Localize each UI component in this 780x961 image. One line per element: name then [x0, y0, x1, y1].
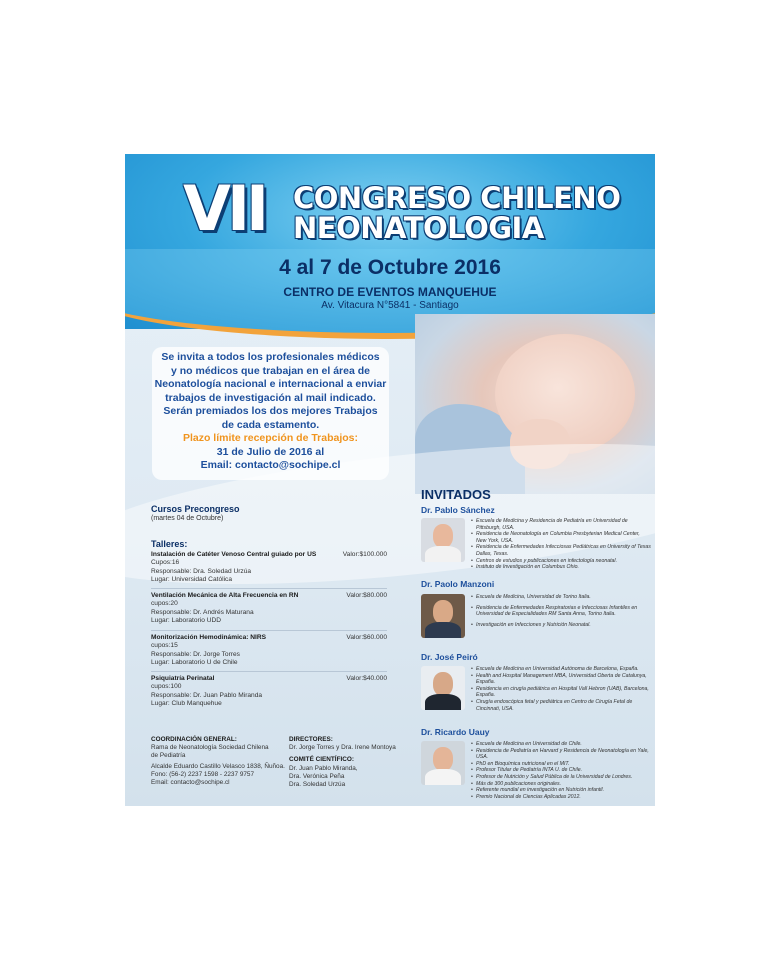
guest-bullets	[471, 666, 651, 712]
face-shape	[433, 747, 453, 771]
invite-line: Neonatología nacional e internacional a enviar	[154, 378, 387, 390]
bullet-item: • Referente mundial en investigación en Nutrición infantil.	[471, 787, 651, 794]
comite-line: Dra. Soledad Urzúa	[289, 781, 346, 789]
workshop-responsable: Responsable: Dr. Jorge Torres	[151, 650, 240, 658]
workshop-cupos: cupos:20	[151, 600, 178, 608]
invite-line: y no médicos que trabajan en el área de	[171, 364, 370, 377]
cursos-title: Cursos Precongreso	[151, 504, 240, 514]
body-shape	[425, 769, 461, 785]
workshop-item	[151, 634, 387, 668]
workshop-price: Valor:$40.000	[346, 675, 387, 682]
bullet-item: • Profesor de Nutrición y Salud Pública de la Universidad de Londres.	[471, 774, 651, 781]
guest-name: Dr. José Peiró	[421, 652, 478, 662]
face-shape	[433, 600, 453, 624]
guest-name: Dr. Ricardo Uauy	[421, 727, 490, 737]
invite-email: Email: contacto@sochipe.cl	[200, 459, 341, 471]
bullet-item: • Centros de estudios y publicaciones en infectología neonatal.	[471, 558, 651, 565]
directores-block	[289, 736, 409, 789]
directores-line: Dr. Jorge Torres y Dra. Irene Montoya	[289, 744, 396, 752]
bullet-item: • Residencia de Enfermedades Respiratorias e Infecciosas Infantiles en Universidad de Especialidades RM Santa Anna, Torino Italia.	[471, 605, 651, 618]
workshop-responsable: Responsable: Dr. Andrés Maturana	[151, 608, 254, 616]
bullet-item: • Más de 300 publicaciones originales.	[471, 781, 651, 788]
workshop-lugar: Lugar: Universidad Católica	[151, 576, 232, 584]
guest-bullets	[471, 594, 651, 628]
body-shape	[425, 546, 461, 562]
bullet-item: • Instituto de Investigación en Columbus Ohio.	[471, 564, 651, 571]
coordinacion-line: Fono: (56-2) 2237 1598 - 2237 9757	[151, 770, 255, 778]
coordinacion-line: Email: contacto@sochipe.cl	[151, 779, 230, 787]
comite-line: Dr. Juan Pablo Miranda,	[289, 764, 358, 772]
bullet-item: • Residencia de Pediatría en Harvard y Residencia de Neonatología en Yale, USA.	[471, 748, 651, 761]
invitados-title: INVITADOS	[421, 487, 491, 502]
bullet-item: • Profesor Titular de Pediatría INTA U. de Chile.	[471, 767, 651, 774]
coordinacion-block	[151, 736, 291, 787]
workshop-item	[151, 675, 387, 709]
poster-title-line1: CONGRESO CHILENO	[293, 181, 621, 215]
coordinacion-line: Rama de Neonatología Sociedad Chilena	[151, 744, 269, 752]
face-shape	[433, 524, 453, 548]
bullet-item: • Residencia de Enfermedades Infecciosas Pediátricas en University of Texas Dallas, Texas.	[471, 544, 651, 557]
bullet-item: • Health and Hospital Management MBA, Universidad Oberta de Catalunya, España.	[471, 673, 651, 686]
congress-poster	[125, 154, 655, 806]
workshop-name: Ventilación Mecánica de Alta Frecuencia en RN	[151, 592, 299, 599]
workshop-divider	[151, 630, 387, 631]
workshop-divider	[151, 671, 387, 672]
event-venue: CENTRO DE EVENTOS MANQUEHUE	[283, 285, 497, 299]
workshop-item	[151, 551, 387, 585]
coordinacion-line: de Pediatría	[151, 752, 186, 760]
roman-numeral: VII	[183, 172, 266, 245]
guest-bullets	[471, 518, 651, 571]
workshop-name: Psiquiatría Perinatal	[151, 675, 215, 682]
workshop-lugar: Lugar: Laboratorio U de Chile	[151, 659, 238, 667]
cursos-date: (martes 04 de Octubre)	[151, 515, 224, 522]
workshop-item	[151, 592, 387, 626]
invite-line: trabajos de investigación al mail indicado.	[165, 391, 376, 404]
workshop-responsable: Responsable: Dr. Juan Pablo Miranda	[151, 691, 263, 699]
workshop-name: Monitorización Hemodinámica: NIRS	[151, 634, 267, 641]
bullet-item: • Residencia de Neonatología en Columbia Presbyterian Medical Center, New York, USA.	[471, 531, 651, 544]
bullet-item: • PhD en Bioquímica nutricional en el MIT.	[471, 761, 651, 768]
invite-line: Se invita a todos los profesionales médicos	[161, 351, 380, 363]
guest-name: Dr. Pablo Sánchez	[421, 505, 495, 515]
invite-line: de cada estamento.	[221, 418, 320, 431]
workshop-cupos: cupos:100	[151, 683, 182, 691]
event-dates: 4 al 7 de Octubre 2016	[279, 256, 501, 279]
coordinacion-line: Alcalde Eduardo Castillo Velasco 1838, Ñuñoa.	[151, 762, 285, 770]
guest-photo	[421, 666, 465, 710]
guest-name: Dr. Paolo Manzoni	[421, 579, 495, 589]
guest-photo	[421, 594, 465, 638]
workshop-divider	[151, 588, 387, 589]
bullet-item: • Escuela de Medicina, Universidad de Torino Italia.	[471, 594, 651, 601]
bullet-item: • Investigación en Infecciones y Nutrición Neonatal.	[471, 622, 651, 629]
invite-line: Serán premiados los dos mejores Trabajos	[163, 405, 378, 417]
invite-text	[152, 351, 389, 473]
body-shape	[425, 622, 461, 638]
bullet-item: • Cirugía endoscópica fetal y pediátrica en Centro de Cirugía Fetal de Cincinnati, USA.	[471, 699, 651, 712]
guest-photo	[421, 518, 465, 562]
talleres-title: Talleres:	[151, 539, 188, 549]
workshop-lugar: Lugar: Laboratorio UDD	[151, 617, 222, 625]
bullet-item: • Escuela de Medicina en Universidad Autónoma de Barcelona, España.	[471, 666, 651, 673]
deadline-label: Plazo límite recepción de Trabajos:	[182, 432, 359, 444]
event-address: Av. Vitacura N°5841 - Santiago	[321, 300, 459, 311]
bullet-item: • Premio Nacional de Ciencias Aplicadas 2012.	[471, 794, 651, 801]
workshop-price: Valor:$100.000	[342, 551, 387, 558]
bullet-item: • Escuela de Medicina en Universidad de Chile.	[471, 741, 651, 748]
guest-bullets	[471, 741, 651, 800]
comite-title: COMITÉ CIENTÍFICO:	[289, 756, 354, 764]
workshop-price: Valor:$60.000	[346, 634, 387, 641]
workshop-cupos: cupos:15	[151, 642, 178, 650]
bullet-item: • Escuela de Medicina y Residencia de Pediatría en Universidad de Pittsburgh, USA.	[471, 518, 651, 531]
workshop-responsable: Responsable: Dra. Soledad Urzúa	[151, 567, 252, 575]
comite-line: Dra. Verónica Peña	[289, 772, 345, 780]
bullet-item: • Residencia en cirugía pediátrica en Hospital Vall Hebron (UAB), Barcelona, España.	[471, 686, 651, 699]
face-shape	[433, 672, 453, 696]
guest-photo	[421, 741, 465, 785]
body-shape	[425, 694, 461, 710]
deadline-date: 31 de Julio de 2016 al	[216, 445, 325, 458]
directores-title: DIRECTORES:	[289, 736, 333, 743]
workshop-lugar: Lugar: Club Manquehue	[151, 700, 222, 708]
workshop-name: Instalación de Catéter Venoso Central guiado por US	[151, 551, 317, 558]
workshop-price: Valor:$80.000	[346, 592, 387, 599]
poster-title-line2: NEONATOLOGIA	[293, 211, 544, 245]
workshop-cupos: Cupos:16	[151, 559, 180, 567]
coordinacion-title: COORDINACIÓN GENERAL:	[151, 736, 237, 743]
